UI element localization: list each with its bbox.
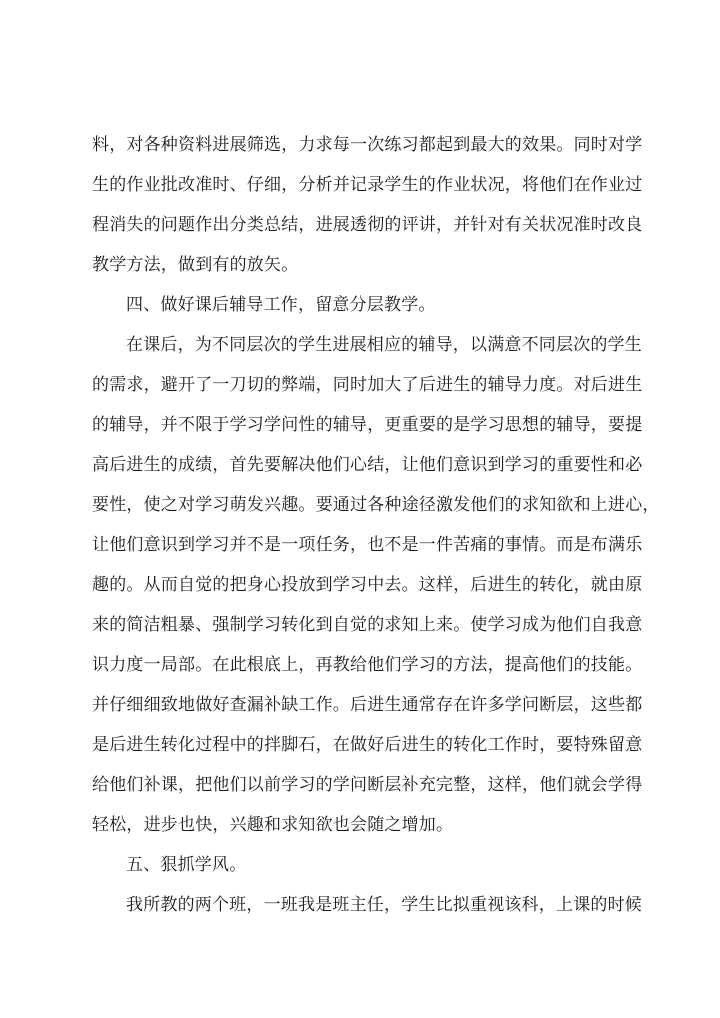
paragraph-line: 我所教的两个班，一班我是班主任，学生比拟重视该科，上课的时候	[126, 895, 642, 915]
paragraph-line: 是后进生转化过程中的拌脚石，在做好后进生的转化工作时，要特殊留意	[92, 735, 643, 755]
paragraph-line: 教学方法，做到有的放矢。	[92, 255, 299, 275]
paragraph-line: 让他们意识到学习并不是一项任务，也不是一件苦痛的事情。而是布满乐	[92, 535, 643, 555]
paragraph-line: 的辅导，并不限于学习学问性的辅导，更重要的是学习思想的辅导，要提	[92, 415, 643, 435]
paragraph-line: 给他们补课，把他们以前学习的学问断层补充完整，这样，他们就会学得	[92, 775, 643, 795]
paragraph-line: 在课后，为不同层次的学生进展相应的辅导，以满意不同层次的学生	[126, 335, 642, 355]
paragraph-line: 高后进生的成绩，首先要解决他们心结，让他们意识到学习的重要性和必	[92, 455, 643, 475]
section-heading-line: 五、狠抓学风。	[126, 855, 247, 875]
paragraph-line: 识力度一局部。在此根底上，再教给他们学习的方法，提高他们的技能。	[92, 655, 643, 675]
paragraph-line: 的需求，避开了一刀切的弊端，同时加大了后进生的辅导力度。对后进生	[92, 375, 643, 395]
paragraph-line: 并仔细细致地做好查漏补缺工作。后进生通常存在许多学问断层，这些都	[92, 695, 643, 715]
paragraph-line: 趣的。从而自觉的把身心投放到学习中去。这样，后进生的转化，就由原	[92, 575, 643, 595]
paragraph-line: 生的作业批改准时、仔细，分析并记录学生的作业状况，将他们在作业过	[92, 175, 643, 195]
paragraph-line: 程消失的问题作出分类总结，进展透彻的评讲，并针对有关状况准时改良	[92, 215, 643, 235]
paragraph-line: 轻松，进步也快，兴趣和求知欲也会随之增加。	[92, 815, 454, 835]
paragraph-line: 来的简洁粗暴、强制学习转化到自觉的求知上来。使学习成为他们自我意	[92, 615, 643, 635]
paragraph-line: 要性，使之对学习萌发兴趣。要通过各种途径激发他们的求知欲和上进心，	[92, 495, 660, 515]
paragraph-line: 料，对各种资料进展筛选，力求每一次练习都起到最大的效果。同时对学	[92, 135, 643, 155]
section-heading-line: 四、做好课后辅导工作，留意分层教学。	[126, 295, 436, 315]
document-body	[92, 125, 660, 925]
